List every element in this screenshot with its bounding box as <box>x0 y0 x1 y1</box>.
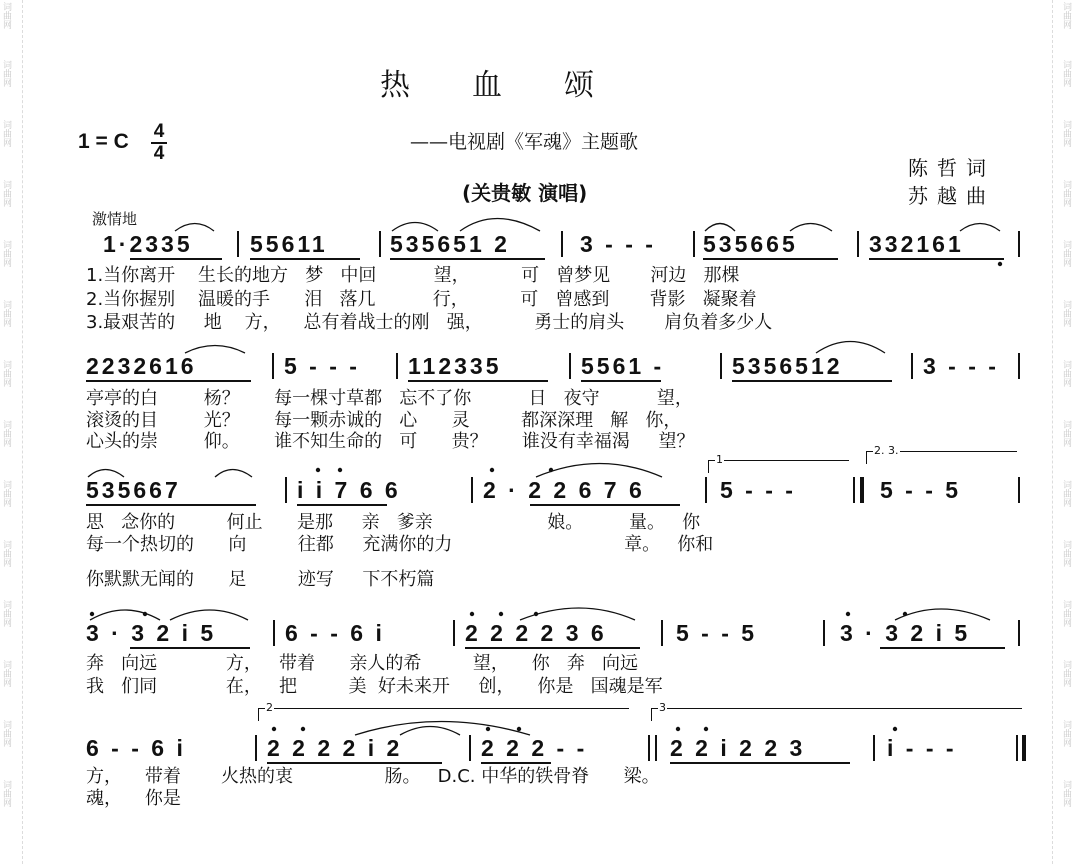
octave-dot <box>846 612 850 616</box>
measure-notes: 332161 <box>869 231 964 257</box>
watermark-text: 词曲网 <box>1061 2 1071 29</box>
lyric-verse-1: 方， 带着 火热的衷 肠。 D.C. 中华的铁骨脊 梁。 <box>86 766 660 787</box>
octave-dot <box>470 612 474 616</box>
measure-notes: 6 - - 6 i <box>285 620 385 646</box>
slur <box>400 727 460 736</box>
slur <box>88 470 124 478</box>
measure-notes: 5 - - - <box>284 353 360 379</box>
watermark-text: 词曲网 <box>1061 720 1071 747</box>
measure-notes: 5 - - - <box>720 477 796 503</box>
slur <box>960 224 1000 232</box>
watermark-text: 词曲网 <box>1 540 11 567</box>
octave-dot <box>499 612 503 616</box>
lyric-verse-2: 魂， 你是 <box>86 788 181 809</box>
octave-dot <box>272 727 276 731</box>
volta-label: 3 <box>659 701 666 714</box>
performer: (关贵敏 演唱) <box>462 181 588 205</box>
measure-notes: 535651 2 <box>390 231 510 257</box>
measure-notes: 5 - - 5 <box>676 620 758 646</box>
slur <box>185 346 245 354</box>
watermark-text: 词曲网 <box>1061 360 1071 387</box>
song-subtitle: ——电视剧《军魂》主题歌 <box>410 131 639 153</box>
slur <box>170 610 248 620</box>
lyric-verse-2: 每一个热切的 向 往都 充满你的力 章。 你和 <box>86 534 714 555</box>
measure-notes: 2 2 2 - - <box>481 735 588 761</box>
measure-notes: i - - - <box>887 735 957 761</box>
key-signature: 1 = C <box>78 130 129 153</box>
watermark-text: 词曲网 <box>1 780 11 807</box>
measure-notes: 535665 <box>703 231 798 257</box>
octave-dot <box>704 727 708 731</box>
lyric-verse-3: 3.最艰苦的 地 方， 总有着战士的刚 强， 勇士的肩头 肩负着多少人 <box>86 312 773 333</box>
tempo-marking: 激情地 <box>92 210 138 228</box>
measure-notes: 5356512 <box>732 353 843 379</box>
watermark-text: 词曲网 <box>1 660 11 687</box>
measure-notes: 2 2 2 2 i 2 <box>267 735 403 761</box>
watermark-text: 词曲网 <box>1061 180 1071 207</box>
watermark-text: 词曲网 <box>1061 300 1071 327</box>
lyric-verse-1: 亭亭的白 杨？ 每一棵寸草都 忘不了你 日 夜守 望， <box>86 388 693 409</box>
slur <box>816 342 885 354</box>
lyric-verse-2: 2.当你握别 温暖的手 泪 落几 行， 可 曾感到 背影 凝聚着 <box>86 289 757 310</box>
octave-dot <box>486 727 490 731</box>
watermark-text: 词曲网 <box>1 720 11 747</box>
lyric-verse-2: 我 们同 在， 把 美 好未来开 创， 你是 国魂是军 <box>86 676 663 697</box>
watermark-text: 词曲网 <box>1061 60 1071 87</box>
slur <box>215 470 252 478</box>
watermark-text: 词曲网 <box>1 240 11 267</box>
watermark-text: 词曲网 <box>1061 600 1071 627</box>
volta-label: 2 <box>266 701 273 714</box>
watermark-text: 词曲网 <box>1061 540 1071 567</box>
octave-dot <box>338 468 342 472</box>
slur <box>90 610 160 620</box>
slur <box>460 219 540 232</box>
time-signature-top: 4 <box>153 121 165 142</box>
octave-dot <box>301 727 305 731</box>
measure-notes: 2232616 <box>86 353 197 379</box>
watermark-text: 词曲网 <box>1 420 11 447</box>
watermark-text: 词曲网 <box>1061 120 1071 147</box>
measure-notes: 5 - - 5 <box>880 477 962 503</box>
octave-dot <box>893 727 897 731</box>
watermark-text: 词曲网 <box>1 600 11 627</box>
octave-dot <box>676 727 680 731</box>
volta-label: 2. 3. <box>874 444 899 457</box>
composer-credit: 苏越曲 <box>908 184 995 208</box>
slur <box>536 464 662 478</box>
watermark-text: 词曲网 <box>1061 660 1071 687</box>
measure-notes: 1·2335 <box>103 231 193 257</box>
watermark-text: 词曲网 <box>1061 480 1071 507</box>
slur <box>705 224 735 232</box>
lyric-verse-3: 心头的崇 仰。 谁不知生命的 可 贵？ 谁没有幸福渴 望？ <box>86 431 695 452</box>
octave-dot <box>549 468 553 472</box>
volta-label: 1 <box>716 453 723 466</box>
octave-dot <box>316 468 320 472</box>
measure-notes: 3 · 3 2 i 5 <box>840 620 971 646</box>
slur <box>895 609 990 620</box>
octave-dot <box>534 612 538 616</box>
octave-dot <box>143 612 147 616</box>
measure-notes: 55611 <box>250 231 328 257</box>
watermark-text: 词曲网 <box>1 360 11 387</box>
watermark-text: 词曲网 <box>1061 420 1071 447</box>
measure-notes: 3 - - - <box>923 353 999 379</box>
measure-notes: 535667 <box>86 477 181 503</box>
octave-dot <box>517 727 521 731</box>
slur <box>175 224 214 232</box>
watermark-text: 词曲网 <box>1 480 11 507</box>
measure-notes: 2 2 i 2 2 3 <box>670 735 806 761</box>
watermark-text: 词曲网 <box>1 120 11 147</box>
measure-notes: 112335 <box>408 353 502 379</box>
watermark-text: 词曲网 <box>1 300 11 327</box>
measure-notes: 3 · 3 2 i 5 <box>86 620 217 646</box>
watermark-text: 词曲网 <box>1061 240 1071 267</box>
lyric-verse-1: 思 念你的 何止 是那 亲 爹亲 娘。 量。 你 <box>86 512 701 533</box>
measure-notes: 2 · 2 2 6 7 6 <box>483 477 645 503</box>
slur <box>392 223 438 232</box>
lyric-verse-1: 1.当你离开 生长的地方 梦 中回 望， 可 曾梦见 河边 那棵 <box>86 265 740 286</box>
lyricist-credit: 陈哲词 <box>908 156 995 180</box>
octave-dot <box>90 612 94 616</box>
watermark-text: 词曲网 <box>1 2 11 29</box>
measure-notes: 3 - - - <box>580 231 656 257</box>
measure-notes: 2 2 2 2 3 6 <box>465 620 607 646</box>
watermark-text: 词曲网 <box>1061 780 1071 807</box>
octave-dot <box>903 612 907 616</box>
measure-notes: 6 - - 6 i <box>86 735 186 761</box>
time-signature-bottom: 4 <box>153 143 165 164</box>
lyric-verse-2: 滚烫的目 光？ 每一颗赤诚的 心 灵 都深深理 解 你， <box>86 410 682 431</box>
octave-dot <box>998 262 1002 266</box>
lyric-verse-1: 奔 向远 方， 带着 亲人的希 望， 你 奔 向远 <box>86 653 639 674</box>
measure-notes: i i 7 6 6 <box>297 477 401 503</box>
watermark-text: 词曲网 <box>1 60 11 87</box>
octave-dot <box>490 468 494 472</box>
song-title: 热血颂 <box>380 68 656 103</box>
slur <box>790 224 832 232</box>
lyric-verse-3: 你默默无闻的 足 迹写 下不朽篇 <box>86 569 435 590</box>
measure-notes: 5561 - <box>581 353 665 379</box>
watermark-text: 词曲网 <box>1 180 11 207</box>
